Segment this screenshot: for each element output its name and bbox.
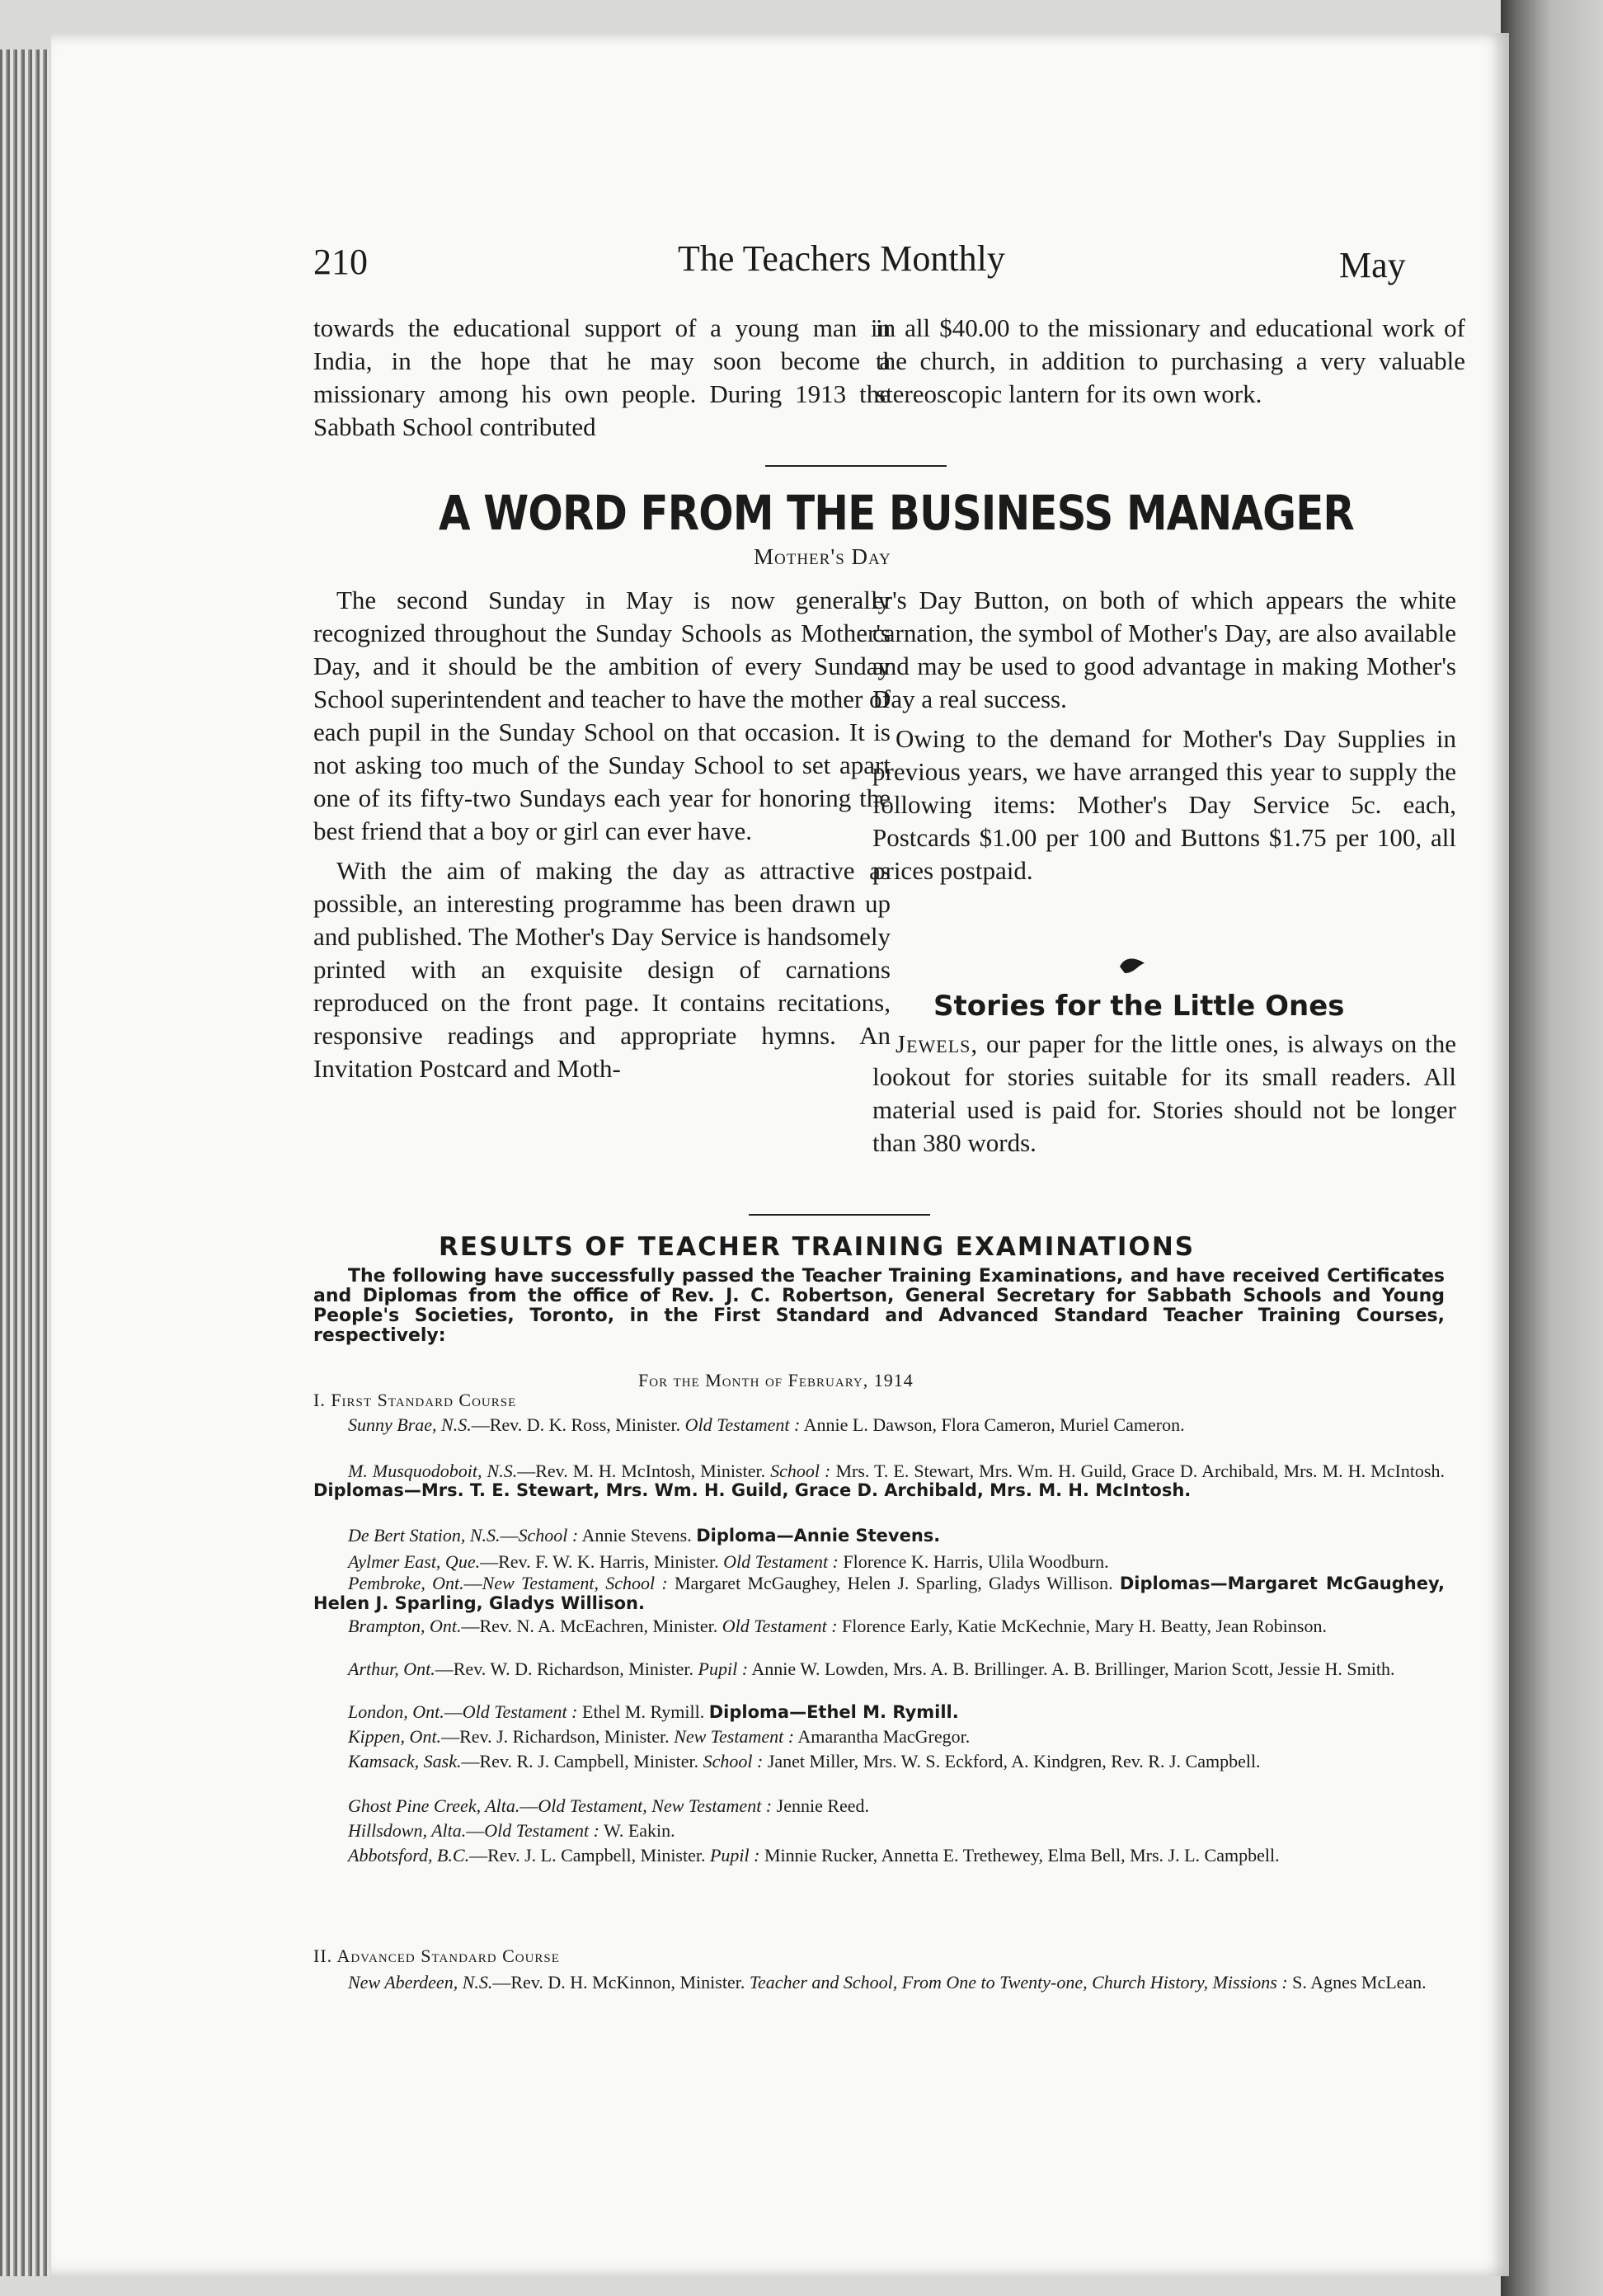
- book-gutter: [1501, 0, 1603, 2296]
- list-item: London, Ont.—Old Testament : Ethel M. Rymill. Diploma—Ethel M. Rymill.: [348, 1701, 959, 1722]
- stories-lead-word: Jewels,: [896, 1029, 979, 1058]
- article-paragraph-3: er's Day Button, on both of which appears the white carnation, the symbol of Mother's Day, are also available and may be used to good advantage in making Mother's Day a real success.: [872, 586, 1456, 713]
- list-item: Abbotsford, B.C.—Rev. J. L. Campbell, Minister. Pupil : Minnie Rucker, Annetta E. Trethewey, Elma Bell, Mrs. J. L. Campbell.: [348, 1845, 1280, 1866]
- fleuron-ornament: [1118, 955, 1146, 976]
- article-paragraph-4: Owing to the demand for Mother's Day Supplies in previous years, we have arranged this year to supply the following items: Mother's Day Service 5c. each, Postcards $1.00 per 100 and Buttons $1.75 per 100, all prices postpaid.: [872, 724, 1456, 885]
- list-item: New Aberdeen, N.S.—Rev. D. H. McKinnon, Minister. Teacher and School, From One to Twenty-one, Church History, Missions : S. Agnes McLean.: [348, 1972, 1427, 1993]
- page-number: 210: [313, 242, 368, 282]
- stories-paragraph: [872, 1028, 1456, 1160]
- list-item: Arthur, Ont.—Rev. W. D. Richardson, Minister. Pupil : Annie W. Lowden, Mrs. A. B. Brillinger. A. B. Brillinger, Marion Scott, Jessie H. Smith.: [348, 1658, 1395, 1679]
- stories-body: our paper for the little ones, is always on the lookout for stories suitable for its small readers. All material used is paid for. Stories should not be longer than 380 words.: [872, 1029, 1456, 1157]
- continuation-right-text: in all $40.00 to the missionary and educational work of the church, in addition to purchasing a very valuable stereoscopic lantern for its own work.: [876, 313, 1465, 408]
- scanned-page: [51, 33, 1509, 2276]
- list-item: Ghost Pine Creek, Alta.—Old Testament, New Testament : Jennie Reed.: [348, 1795, 870, 1816]
- stories-heading: Stories for the Little Ones: [933, 990, 1345, 1023]
- stories-column: [872, 1028, 1456, 1160]
- results-month-line: For the Month of February, 1914: [638, 1370, 914, 1390]
- section-divider: [765, 465, 947, 467]
- section-advanced-standard: II. Advanced Standard Course: [313, 1945, 560, 1966]
- list-item: De Bert Station, N.S.—School : Annie Stevens. Diploma—Annie Stevens.: [348, 1525, 941, 1546]
- section-divider-2: [749, 1214, 930, 1216]
- list-item: Kippen, Ont.—Rev. J. Richardson, Minister. New Testament : Amarantha MacGregor.: [348, 1726, 971, 1747]
- article-paragraph-2: With the aim of making the day as attractive as possible, an interesting programme has been drawn up and published. The Mother's Day Service is handsomely printed with an exquisite design of carnations reproduced on the front page. It contains recitations, responsive readings and appropriate hymns. An Invitation Postcard and Moth-: [313, 856, 891, 1083]
- continuation-left-text: towards the educational support of a young man in India, in the hope that he may soon become a missionary among his own people. During 1913 the Sabbath School contributed: [313, 313, 891, 441]
- results-intro: The following have successfully passed the Teacher Training Examinations, and have received Certificates and Diplomas from the office of Rev. J. C. Robertson, General Secretary for Sabbath Schools and Young People's Societies, Toronto, in the First Standard and Advanced Standard Teacher Training Courses, respectively:: [313, 1266, 1445, 1346]
- list-item: Brampton, Ont.—Rev. N. A. McEachren, Minister. Old Testament : Florence Early, Katie McKechnie, Mary H. Beatty, Jean Robinson.: [348, 1616, 1327, 1636]
- article-paragraph-1: The second Sunday in May is now generally recognized throughout the Sunday Schools as Mother's Day, and it should be the ambition of every Sunday School superintendent and teacher to have the mother of each pupil in the Sunday School on that occasion. It is not asking too much of the Sunday School to set apart one of its fifty-two Sundays each year for honoring the best friend that a boy or girl can ever have.: [313, 586, 891, 845]
- results-title: RESULTS OF TEACHER TRAINING EXAMINATIONS: [439, 1232, 1196, 1262]
- advanced-results-list: [313, 1973, 1445, 2022]
- article-right-column: [872, 584, 1456, 887]
- results-list: [313, 1415, 1445, 1960]
- list-item: Kamsack, Sask.—Rev. R. J. Campbell, Minister. School : Janet Miller, Mrs. W. S. Eckford, A. Kindgren, Rev. R. J. Campbell.: [348, 1751, 1261, 1771]
- list-item: M. Musquodoboit, N.S.—Rev. M. H. McIntosh, Minister. School : Mrs. T. E. Stewart, Mrs. Wm. H. Guild, Grace D. Archibald, Mrs. M. H. McIntosh. Diplomas—Mrs. T. E. Stewart, Mrs. Wm. H. Guild, Grace D. Archibald, Mrs. M. H. McIntosh.: [313, 1461, 1445, 1500]
- list-item: Pembroke, Ont.—New Testament, School : Margaret McGaughey, Helen J. Sparling, Gladys Willison. Diplomas—Margaret McGaughey, Helen J. Sparling, Gladys Willison.: [313, 1573, 1445, 1613]
- list-item: Aylmer East, Que.—Rev. F. W. K. Harris, Minister. Old Testament : Florence K. Harris, Ulila Woodburn.: [348, 1551, 1109, 1572]
- continuation-left-column: [313, 312, 891, 444]
- list-item: Sunny Brae, N.S.—Rev. D. K. Ross, Minister. Old Testament : Annie L. Dawson, Flora Cameron, Muriel Cameron.: [348, 1414, 1185, 1435]
- book-page-edges: [0, 49, 49, 2276]
- section-first-standard: I. First Standard Course: [313, 1390, 517, 1410]
- list-item: Hillsdown, Alta.—Old Testament : W. Eakin.: [348, 1820, 675, 1841]
- article-subheading: Mother's Day: [754, 544, 891, 569]
- article-headline: A WORD FROM THE BUSINESS MANAGER: [439, 485, 1354, 541]
- continuation-right-column: [876, 312, 1465, 411]
- running-month: May: [1339, 245, 1406, 285]
- article-left-column: [313, 584, 891, 1085]
- running-title: The Teachers Monthly: [678, 238, 1005, 279]
